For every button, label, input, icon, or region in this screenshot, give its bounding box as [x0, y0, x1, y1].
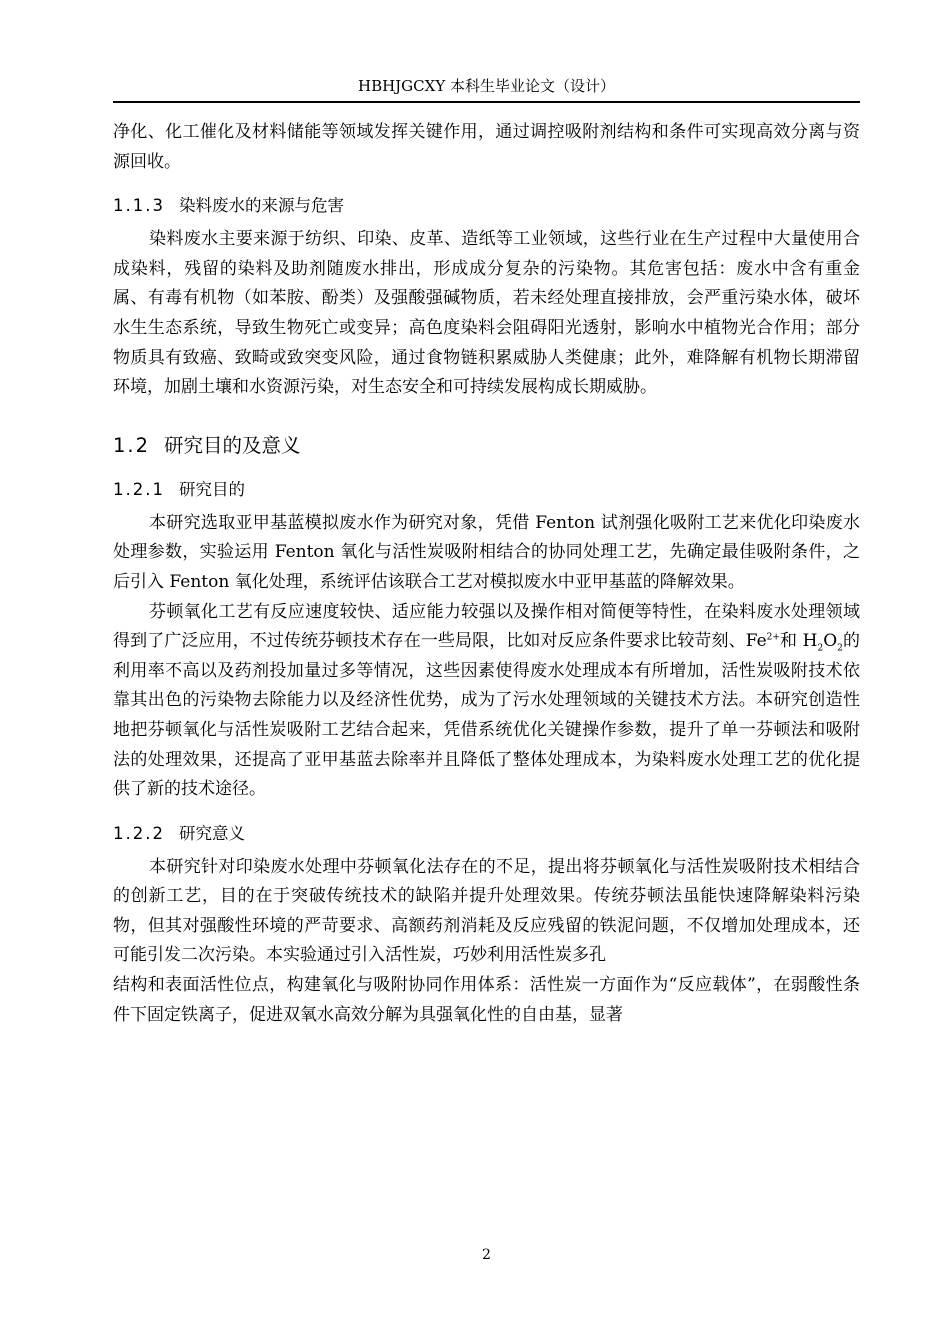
heading-number: 1.1.3: [113, 196, 165, 216]
paragraph-fenton-process: [113, 598, 860, 805]
heading-1-1-3: [113, 193, 860, 219]
page-number: 2: [482, 1247, 491, 1263]
text-run: 和 H: [779, 631, 818, 652]
heading-number: 1.2: [113, 433, 151, 457]
heading-text: 研究目的: [178, 479, 245, 499]
paragraph-continued: 净化、化工催化及材料储能等领域发挥关键作用，通过调控吸附剂结构和条件可实现高效分离与资源回收。: [113, 122, 860, 172]
subscript: 2: [817, 643, 824, 654]
paragraph-research-significance: 本研究针对印染废水处理中芬顿氧化法存在的不足，提出将芬顿氧化与活性炭吸附技术相结合的创新工艺，目的在于突破传统技术的缺陷并提升处理效果。传统芬顿法虽能快速降解染料污染物，但其对强酸性环境的严苛要求、高额药剂消耗及反应残留的铁泥问题，不仅增加处理成本，还可能引发二次污染。本实验通过引入活性炭，巧妙利用活性炭多孔: [113, 856, 860, 966]
paragraph-dye-wastewater: 染料废水主要来源于纺织、印染、皮革、造纸等工业领域，这些行业在生产过程中大量使用合成染料，残留的染料及助剂随废水排出，形成成分复杂的污染物。其危害包括：废水中含有重金属、有毒有机物（如苯胺、酚类）及强酸强碱物质，若未经处理直接排放，会严重污染水体，破坏水生生态系统，导致生物死亡或变异；高色度染料会阻碍阳光透射，影响水中植物光合作用；部分物质具有致癌、致畸或致突变风险，通过食物链积累威胁人类健康；此外，难降解有机物长期滞留环境，加剧土壤和水资源污染，对生态安全和可持续发展构成长期威胁。: [113, 229, 860, 398]
heading-1-2: [113, 431, 860, 461]
page-content: [113, 118, 860, 1030]
heading-1-2-1: [113, 477, 860, 503]
superscript: 2+: [766, 632, 780, 643]
heading-number: 1.2.1: [113, 479, 165, 499]
text-run: 的利用率不高以及药剂投加量过多等情况，这些因素使得废水处理成本有所增加，活性炭吸附技术依靠其出色的污染物去除能力以及经济性优势，成为了污水处理领域的关键技术方法。本研究创造性地把芬顿氧化与活性炭吸附工艺结合起来，凭借系统优化关键操作参数，提升了单一芬顿法和吸附法的处理效果，还提高了亚甲基蓝去除率并且降低了整体处理成本，为染料废水处理工艺的优化提供了新的技术途径。: [113, 631, 861, 800]
running-header: HBHJGCXY 本科生毕业论文（设计）: [357, 77, 615, 95]
text-run: 芬顿氧化工艺有反应速度较快、适应能力较强以及操作相对简便等特性，在染料废水处理领域得到了广泛应用，不过传统芬顿技术存在一些局限，比如对反应条件要求比较苛刻、Fe: [113, 601, 860, 652]
heading-text: 研究目的及意义: [164, 433, 301, 457]
header-rule: [113, 101, 860, 103]
text-run: O: [823, 631, 838, 652]
heading-text: 研究意义: [178, 823, 245, 843]
paragraph-continuation: 结构和表面活性位点，构建氧化与吸附协同作用体系：活性炭一方面作为“反应载体”，在弱酸性条件下固定铁离子，促进双氧水高效分解为具强氧化性的自由基，显著: [113, 975, 860, 1025]
heading-number: 1.2.2: [113, 823, 165, 843]
heading-1-2-2: [113, 821, 860, 847]
subscript: 2: [837, 643, 843, 654]
heading-text: 染料废水的来源与危害: [178, 196, 344, 216]
paragraph-research-purpose: 本研究选取亚甲基蓝模拟废水作为研究对象，凭借 Fenton 试剂强化吸附工艺来优化印染废水处理参数，实验运用 Fenton 氧化与活性炭吸附相结合的协同处理工艺，先确定最佳吸附条件，之后引入 Fenton 氧化处理，系统评估该联合工艺对模拟废水中亚甲基蓝的降解效果。: [113, 512, 860, 592]
